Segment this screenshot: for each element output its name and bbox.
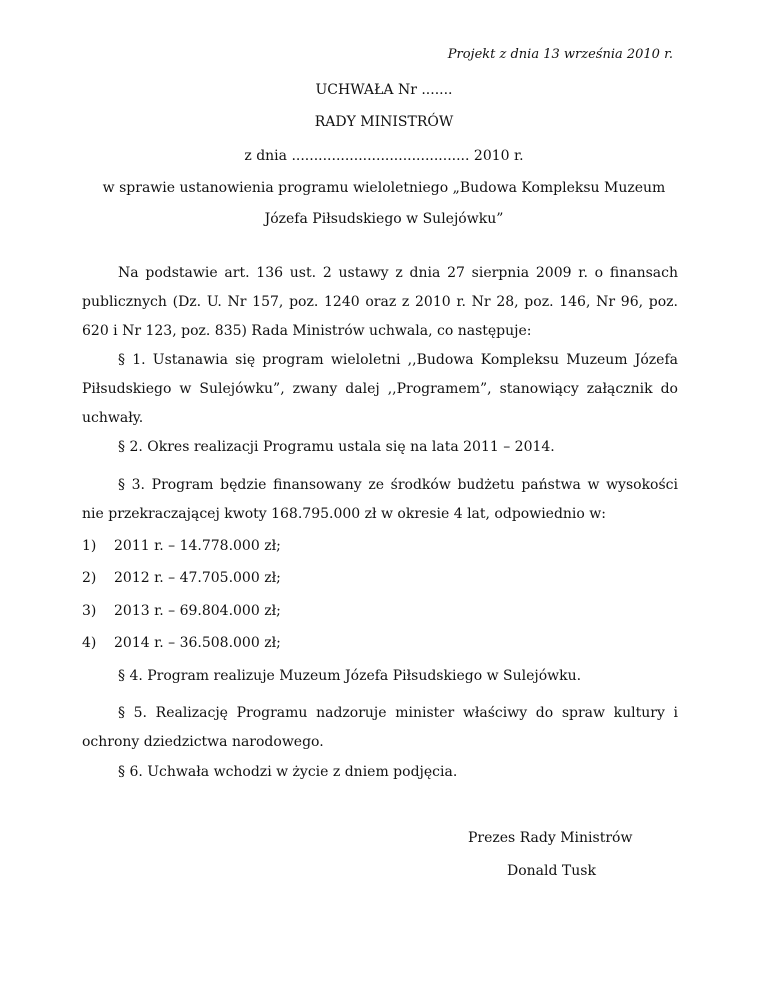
funding-item-2012 <box>82 570 281 586</box>
signature-name: Donald Tusk <box>507 863 596 879</box>
list-text: 2012 r. – 47.705.000 zł; <box>114 570 281 586</box>
section-2-paragraph: § 2. Okres realizacji Programu ustala się na lata 2011 – 2014. <box>118 439 555 455</box>
issuing-body: RADY MINISTRÓW <box>314 114 454 130</box>
preamble-paragraph: Na podstawie art. 136 ust. 2 ustawy z dnia 27 sierpnia 2009 r. o finansach publicznych (Dz. U. Nr 157, poz. 1240 oraz z 2010 r. Nr 28, poz. 146, Nr 96, poz. 620 i Nr 123, poz. 835) Rada Ministrów uchwala, co następuje: <box>82 265 678 339</box>
subject-line-1: w sprawie ustanowienia programu wieloletniego „Budowa Kompleksu Muzeum <box>102 180 666 196</box>
funding-item-2011 <box>82 538 281 554</box>
section-5-paragraph: § 5. Realizację Programu nadzoruje minister właściwy do spraw kultury i ochrony dziedzictwa narodowego. <box>82 705 678 750</box>
list-number: 3) <box>82 603 97 619</box>
list-text: 2011 r. – 14.778.000 zł; <box>114 538 281 554</box>
list-text: 2013 r. – 69.804.000 zł; <box>114 603 281 619</box>
draft-note: Projekt z dnia 13 września 2010 r. <box>447 47 673 62</box>
section-1-paragraph: § 1. Ustanawia się program wieloletni ,,Budowa Kompleksu Muzeum Józefa Piłsudskiego w Sulejówku”, zwany dalej ,,Programem”, stanowiący załącznik do uchwały. <box>82 352 678 426</box>
funding-item-2014 <box>82 635 281 651</box>
subject-line-2: Józefa Piłsudskiego w Sulejówku” <box>264 211 504 227</box>
list-number: 2) <box>82 570 97 586</box>
list-text: 2014 r. – 36.508.000 zł; <box>114 635 281 651</box>
resolution-date: z dnia ........................................ 2010 r. <box>244 148 524 164</box>
signature-role: Prezes Rady Ministrów <box>468 830 633 846</box>
section-4-paragraph: § 4. Program realizuje Muzeum Józefa Piłsudskiego w Sulejówku. <box>118 668 582 684</box>
section-3-paragraph: § 3. Program będzie finansowany ze środków budżetu państwa w wysokości nie przekraczającej kwoty 168.795.000 zł w okresie 4 lat, odpowiednio w: <box>82 477 678 522</box>
list-number: 1) <box>82 538 97 554</box>
list-number: 4) <box>82 635 97 651</box>
funding-item-2013 <box>82 603 281 619</box>
resolution-title: UCHWAŁA Nr ....... <box>315 82 453 98</box>
section-6-paragraph: § 6. Uchwała wchodzi w życie z dniem podjęcia. <box>118 764 458 780</box>
